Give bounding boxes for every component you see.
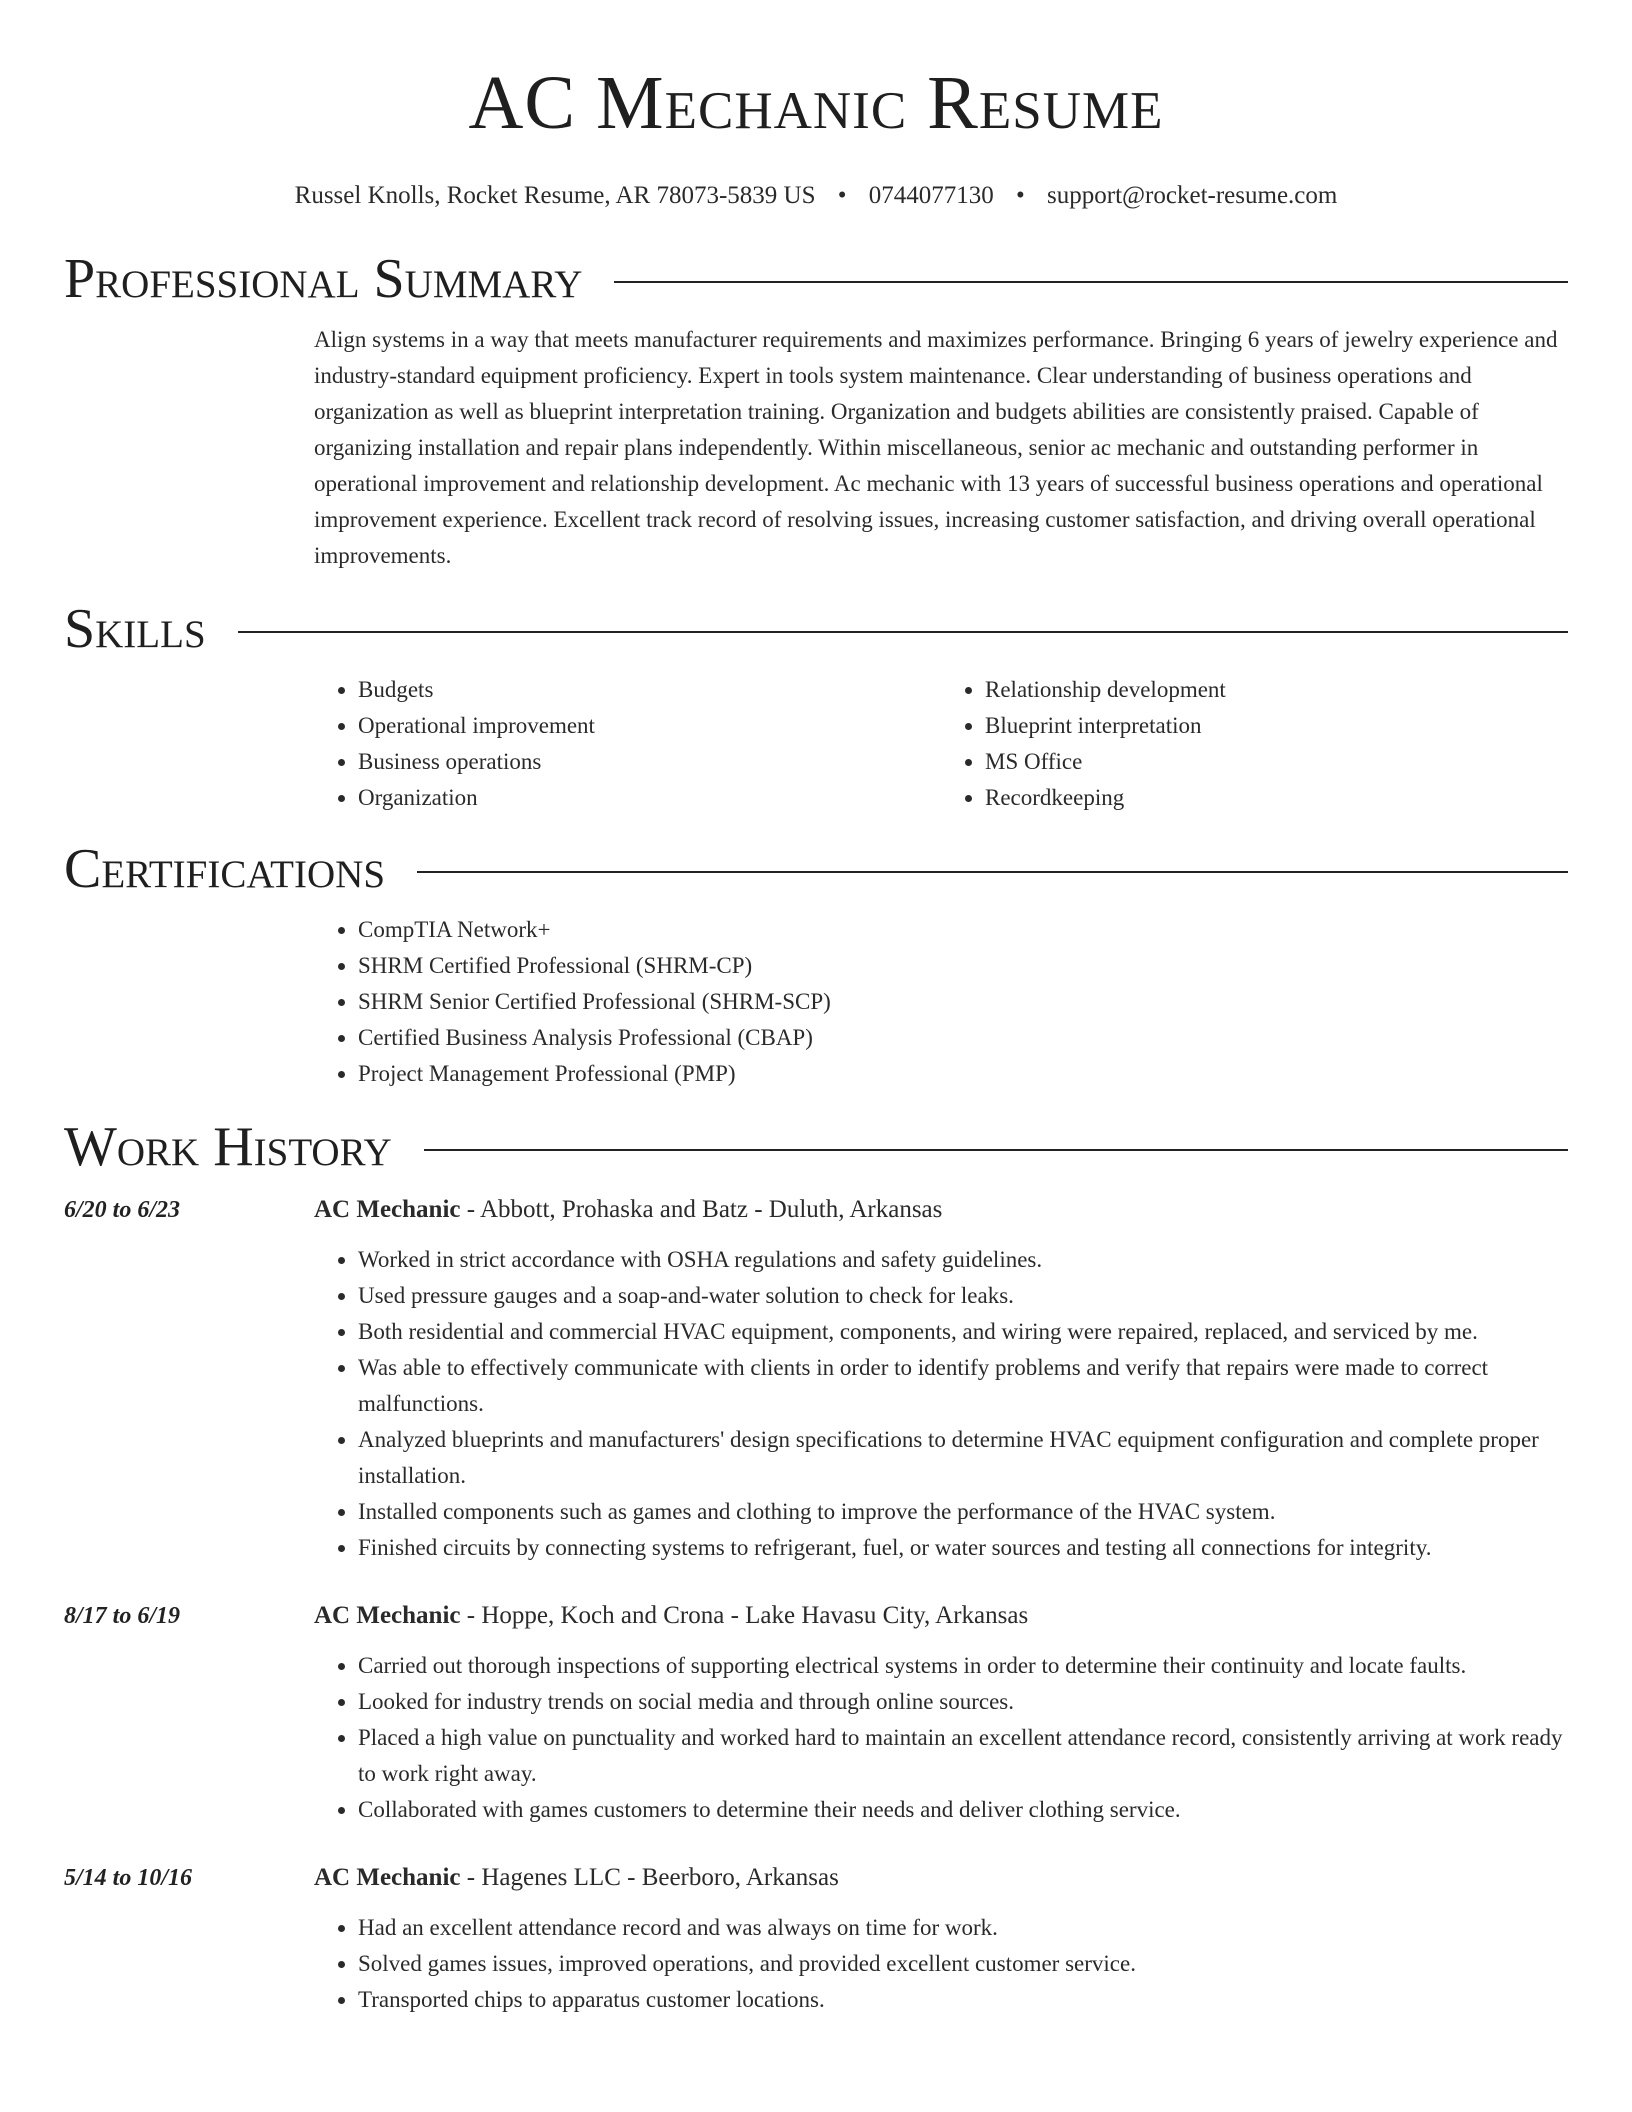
job-duty: • Both residential and commercial HVAC equipment, components, and wiring were repaired, replaced, and serviced by me. [358,1314,1568,1350]
job-duties [314,1242,1568,1566]
job-duty: • Carried out thorough inspections of supporting electrical systems in order to determine their continuity and locate faults. [358,1648,1568,1684]
job-entry [64,1192,1568,1566]
skill-item: • MS Office [985,744,1568,780]
job-duty: • Looked for industry trends on social media and through online sources. [358,1684,1568,1720]
job-duties [314,1648,1568,1828]
contact-separator: • [1016,182,1025,209]
certifications-list [314,912,1568,1092]
contact-phone: 0744077130 [868,182,994,209]
skill-item: • Organization [358,780,941,816]
job-heading [314,1860,1568,1896]
job-duty: • Solved games issues, improved operations, and provided excellent customer service. [358,1946,1568,1982]
certification-item: • SHRM Senior Certified Professional (SHRM-SCP) [358,984,1568,1020]
job-title: AC Mechanic [314,1864,461,1891]
section-divider [614,281,1568,283]
job-title: AC Mechanic [314,1196,461,1223]
certification-item: • Certified Business Analysis Professional (CBAP) [358,1020,1568,1056]
certifications-heading: Certifications [64,838,386,900]
summary-section-header [64,246,1568,312]
section-divider [238,631,1568,633]
job-heading [314,1192,1568,1228]
section-divider [417,871,1568,873]
job-entry [64,1598,1568,1828]
contact-line [64,180,1568,212]
job-duty: • Placed a high value on punctuality and worked hard to maintain an excellent attendance record, consistently arriving at work ready to work right away. [358,1720,1568,1792]
skills-column-right [941,672,1568,816]
certification-item: • CompTIA Network+ [358,912,1568,948]
summary-heading: Professional Summary [64,248,583,310]
skills-column-left [314,672,941,816]
certifications-section-header [64,836,1568,902]
job-company: - Hagenes LLC - Beerboro, Arkansas [460,1864,839,1891]
job-duty: • Analyzed blueprints and manufacturers' design specifications to determine HVAC equipment configuration and complete proper installation. [358,1422,1568,1494]
job-duty: • Installed components such as games and clothing to improve the performance of the HVAC system. [358,1494,1568,1530]
job-duty: • Used pressure gauges and a soap-and-water solution to check for leaks. [358,1278,1568,1314]
contact-email[interactable]: support@rocket-resume.com [1047,182,1338,209]
job-duty: • Finished circuits by connecting systems to refrigerant, fuel, or water sources and testing all connections for integrity. [358,1530,1568,1566]
job-entry [64,1860,1568,2018]
skill-item: • Operational improvement [358,708,941,744]
job-company: - Abbott, Prohaska and Batz - Duluth, Arkansas [460,1196,943,1223]
job-duties [314,1910,1568,2018]
job-dates: 5/14 to 10/16 [64,1865,193,1891]
job-duty: • Had an excellent attendance record and was always on time for work. [358,1910,1568,1946]
section-divider [424,1149,1568,1151]
resume-title: AC Mechanic Resume [468,61,1164,145]
contact-separator: • [837,182,847,209]
work-history-section-header [64,1114,1568,1180]
contact-address: Russel Knolls, Rocket Resume, AR 78073-5839 US [294,182,816,209]
job-company: - Hoppe, Koch and Crona - Lake Havasu City, Arkansas [460,1602,1029,1629]
skill-item: • Blueprint interpretation [985,708,1568,744]
job-title: AC Mechanic [314,1602,461,1629]
job-dates: 8/17 to 6/19 [64,1603,181,1629]
job-heading [314,1598,1568,1634]
skill-item: • Recordkeeping [985,780,1568,816]
skills-section-header [64,596,1568,662]
job-duty: • Transported chips to apparatus customer locations. [358,1982,1568,2018]
certification-item: • SHRM Certified Professional (SHRM-CP) [358,948,1568,984]
work-history-heading: Work History [64,1116,392,1178]
job-duty: • Collaborated with games customers to determine their needs and deliver clothing service. [358,1792,1568,1828]
job-duty: • Worked in strict accordance with OSHA regulations and safety guidelines. [358,1242,1568,1278]
skills-heading: Skills [64,598,206,660]
skill-item: • Relationship development [985,672,1568,708]
summary-text: Align systems in a way that meets manufacturer requirements and maximizes performance. Bringing 6 years of jewelry experience and industry-standard equipment proficiency. Expert in tools system maintenance. Clear understanding of business operations and organization as well as blueprint interpretation training. Organization and budgets abilities are consistently praised. Capable of organizing installation and repair plans independently. Within miscellaneous, senior ac mechanic and outstanding performer in operational improvement and relationship development. Ac mechanic with 13 years of successful business operations and operational improvement experience. Excellent track record of resolving issues, increasing customer satisfaction, and driving overall operational improvements. [314,327,1558,568]
job-dates: 6/20 to 6/23 [64,1197,181,1223]
certification-item: • Project Management Professional (PMP) [358,1056,1568,1092]
skills-list [314,672,1568,816]
job-duty: • Was able to effectively communicate with clients in order to identify problems and verify that repairs were made to correct malfunctions. [358,1350,1568,1422]
skill-item: • Budgets [358,672,941,708]
skill-item: • Business operations [358,744,941,780]
